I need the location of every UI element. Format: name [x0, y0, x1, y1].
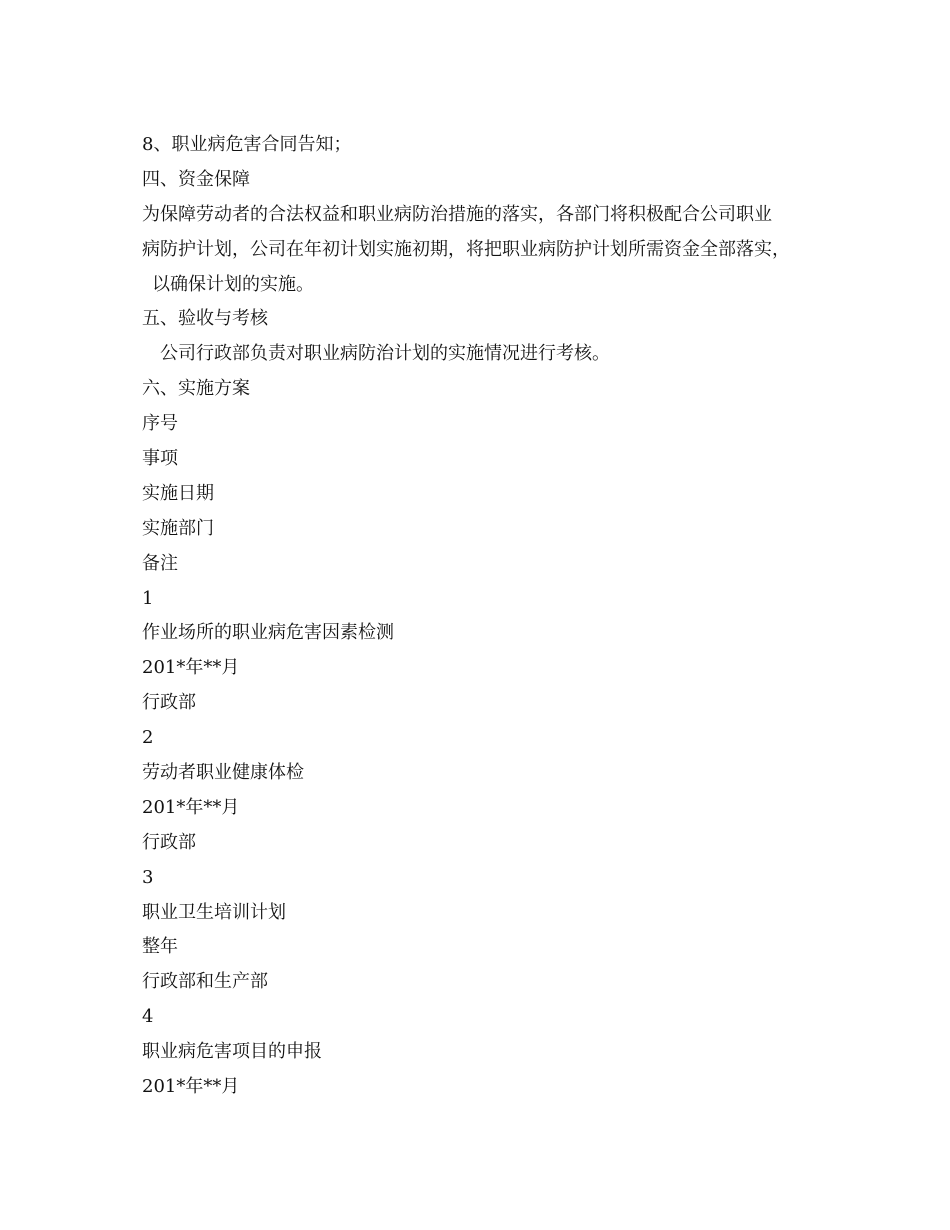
paragraph-acceptance: 公司行政部负责对职业病防治计划的实施情况进行考核。: [160, 343, 610, 365]
table-cell-date: 201*年**月: [142, 657, 240, 679]
table-cell-number: 1: [142, 587, 154, 609]
table-cell-number: 4: [142, 1006, 154, 1028]
table-cell-date: 201*年**月: [142, 796, 240, 818]
document-body: [142, 128, 822, 1105]
table-header-date: 实施日期: [142, 482, 214, 504]
table-cell-number: 3: [142, 866, 154, 888]
table-header-department: 实施部门: [142, 517, 214, 539]
table-cell-number: 2: [142, 727, 154, 749]
table-header-number: 序号: [142, 413, 178, 435]
table-cell-item: 作业场所的职业病危害因素检测: [142, 622, 394, 644]
table-cell-item: 劳动者职业健康体检: [142, 762, 304, 784]
table-cell-department: 行政部: [142, 831, 196, 853]
table-cell-department: 行政部: [142, 692, 196, 714]
table-cell-item: 职业卫生培训计划: [142, 901, 286, 923]
table-cell-department: 行政部和生产部: [142, 971, 268, 993]
section-heading-acceptance: 五、验收与考核: [142, 308, 268, 330]
table-cell-item: 职业病危害项目的申报: [142, 1041, 322, 1063]
paragraph-funding-line-3: 以确保计划的实施。: [152, 273, 314, 295]
paragraph-funding-line-2: 病防护计划，公司在年初计划实施初期，将把职业病防护计划所需资金全部落实，: [142, 238, 790, 260]
table-header-item: 事项: [142, 448, 178, 470]
paragraph-funding-line-1: 为保障劳动者的合法权益和职业病防治措施的落实，各部门将积极配合公司职业: [142, 203, 772, 225]
table-header-remarks: 备注: [142, 552, 178, 574]
section-heading-implementation: 六、实施方案: [142, 378, 250, 400]
section-heading-funding: 四、资金保障: [142, 168, 250, 190]
list-item-contract-notice: 8、职业病危害合同告知；: [142, 134, 352, 155]
table-cell-date: 201*年**月: [142, 1076, 240, 1098]
table-cell-date: 整年: [142, 936, 178, 958]
